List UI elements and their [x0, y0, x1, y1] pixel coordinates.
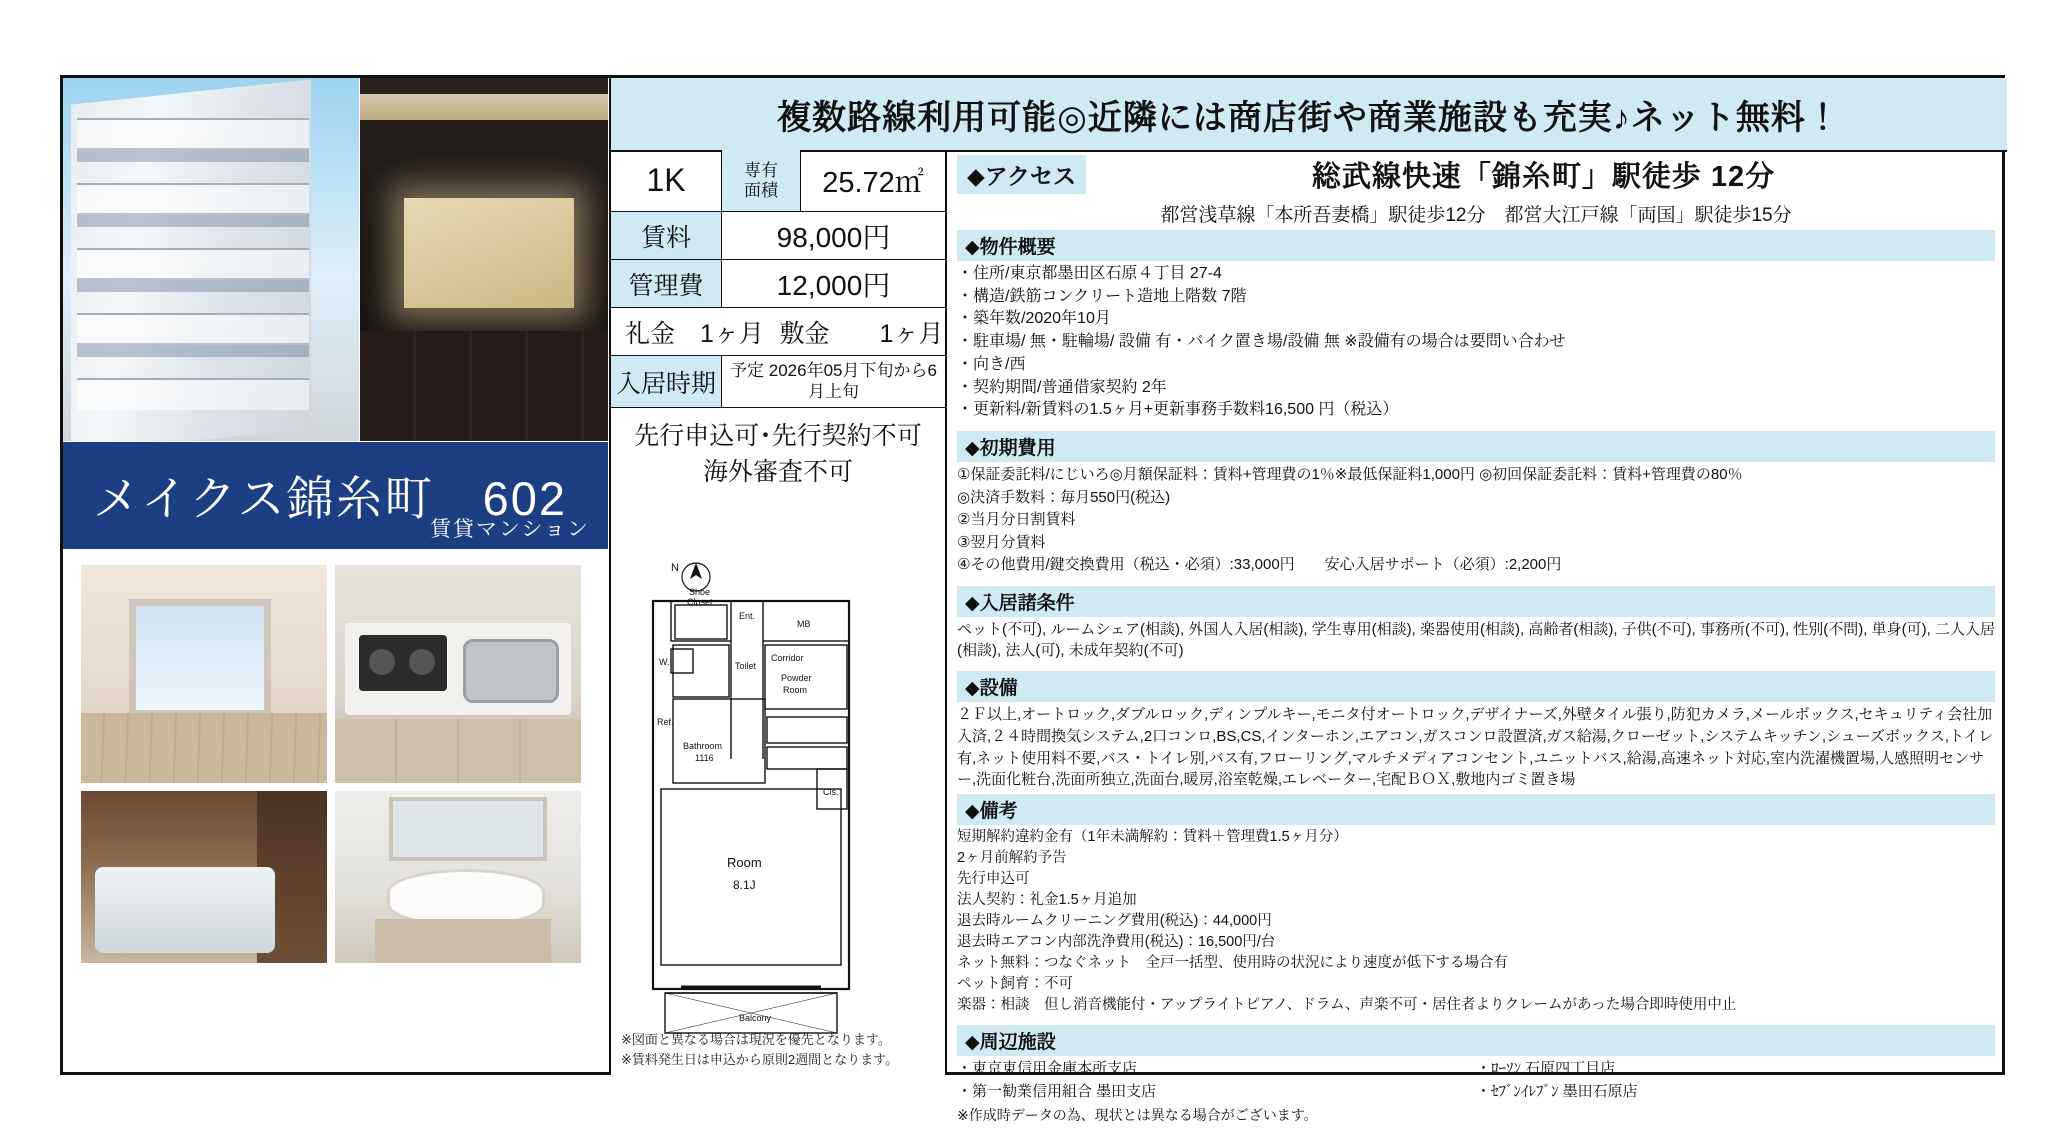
advance-line-2: 海外審査不可	[702, 458, 853, 486]
plan-entrance-label: Ent.	[739, 611, 756, 621]
spec-table	[609, 150, 947, 549]
remarks-line: 2ヶ月前解約予告	[957, 850, 1067, 867]
catch-copy: 複数路線利用可能◎近隣には商店街や商業施設も充実♪ネット無料！	[609, 78, 2007, 152]
list-item: ・ 更新料/新賃料の1.5ヶ月+更新事務手数料16,500 円（税込）	[957, 399, 1995, 422]
overview-list	[957, 263, 1995, 422]
plan-shoe-label-2: Closet	[687, 597, 713, 607]
mgmt-value: 12,000円	[776, 269, 891, 301]
plan-note-1: ※図面と異なる場合は現況を優先となります。	[621, 1032, 891, 1047]
spec-row-layout-area	[611, 150, 945, 212]
spec-row-key-deposit	[611, 308, 945, 356]
key-money-value: 礼金 1ヶ月	[625, 319, 764, 348]
conditions-text: ペット(不可), ルームシェア(相談), 外国人入居(相談), 学生専用(相談), 楽器使用(相談), 高齢者(相談), 子供(不可), 事務所(不可), 性別(不問), 単身(可), 二人入居(相談), 法人(可), 未成年契約(不可)	[957, 620, 1995, 660]
initial-cost-body	[957, 464, 1995, 577]
area-label	[721, 150, 801, 211]
spec-row-mgmt	[611, 260, 945, 308]
list-item: ・ ｾﾌﾞﾝｲﾚﾌﾞﾝ 墨田石原店	[1476, 1081, 1995, 1104]
initial-cost-header: ◆初期費用	[957, 431, 1995, 462]
plan-note-2: ※賃料発生日は申込から原則2週間となります。	[621, 1051, 899, 1067]
plan-balcony-label: Balcony	[739, 1013, 772, 1023]
list-item: ・ 契約期間/普通借家契約 2年	[957, 377, 1995, 400]
photo-bathroom	[81, 791, 327, 963]
photo-vanity	[335, 791, 581, 963]
photo-kitchen	[335, 565, 581, 783]
photo-entrance-interior	[360, 78, 608, 441]
plan-corridor-label: Corridor	[771, 653, 804, 663]
plan-ref-label: Ref.	[657, 717, 674, 727]
plan-notes	[621, 1030, 898, 1069]
list-item: ・ 東京東信用金庫本所支店	[957, 1058, 1476, 1081]
remarks-body	[957, 827, 1995, 1016]
photo-exterior	[63, 78, 359, 441]
movein-value: 予定 2026年05月下旬から6月上旬	[730, 361, 937, 401]
spec-row-advance	[611, 408, 945, 496]
photo-living-room	[81, 565, 327, 783]
remarks-header: ◆備考	[957, 794, 1995, 825]
svg-text:N: N	[671, 562, 679, 574]
conditions-header: ◆入居諸条件	[957, 586, 1995, 617]
access-sub: 都営浅草線「本所吾妻橋」駅徒歩12分 都営大江戸線「両国」駅徒歩15分	[1160, 205, 1792, 226]
plan-shoe-label-1: Shoe	[689, 587, 711, 597]
plan-mb-label: MB	[797, 619, 811, 629]
list-item: ・ 構造/鉄筋コンクリート造地上階数 7階	[957, 286, 1995, 309]
nearby-header: ◆周辺施設	[957, 1025, 1995, 1056]
rent-label: 賃料	[611, 212, 722, 259]
plan-room-size: 8.1J	[733, 878, 756, 892]
deposit-value: 敷金 1ヶ月	[779, 319, 944, 348]
plan-toilet-label: Toilet	[735, 661, 757, 671]
remarks-line: 法人契約：礼金1.5ヶ月追加	[957, 892, 1137, 909]
remarks-line: 先行申込可	[957, 871, 1030, 888]
nearby-note: ※作成時データの為、現状とは異なる場合がございます。	[957, 1107, 1318, 1124]
property-kind: 賃貸マンション	[429, 518, 590, 541]
flyer-sheet	[60, 75, 2005, 1124]
area-value: 25.72㎡	[822, 167, 924, 199]
initial-cost-line: ④その他費用/鍵交換費用（税込・必須）:33,000円 安心入居サポート（必須）:2,200円	[957, 556, 1562, 574]
nearby-right-column	[1476, 1058, 1995, 1103]
layout-value: 1K	[646, 162, 686, 198]
movein-label: 入居時期	[611, 356, 722, 407]
mgmt-label: 管理費	[611, 260, 722, 307]
nearby-facilities	[957, 1058, 1995, 1103]
area-label-line2: 面積	[744, 180, 778, 200]
access-header: ◆アクセス	[957, 155, 1086, 194]
rent-value: 98,000円	[776, 221, 891, 253]
remarks-line: ネット無料：つなぐネット 全戸一括型、使用時の状況により速度が低下する場合有	[957, 955, 1508, 972]
list-item: ・ 駐車場/ 無・駐輪場/ 設備 有・バイク置き場/設備 無 ※設備有の場合は要問い合わせ	[957, 331, 1995, 354]
list-item: ・ 第一勧業信用組合 墨田支店	[957, 1081, 1476, 1104]
access-main: 総武線快速「錦糸町」駅徒歩 12分	[1311, 161, 1776, 193]
plan-powder-label-2: Room	[783, 685, 808, 695]
plan-wash-label: W.	[659, 657, 670, 667]
spec-row-rent	[611, 212, 945, 260]
plan-room-label: Room	[727, 855, 762, 870]
remarks-line: 退去時エアコン内部洗浄費用(税込)：16,500円/台	[957, 934, 1276, 951]
equipment-text: ２Ｆ以上,オートロック,ダブルロック,ディンプルキー,モニタ付オートロック,デザイナーズ,外壁タイル張り,防犯カメラ,メールボックス,セキュリティ会社加入済,２４時間換気システム,2口コンロ,BS,CS,インターホン,エアコン,ガスコンロ設置済,ガス給湯,クローゼット,システムキッチン,シューズボックス,トイレ有,ネット使用料不要,バス・トイレ別,バス有,フローリング,マルチメディアコンセント,ユニットバス,給湯,高速ネット対応,室内洗濯機置場,人感照明センサー,洗面化粧台,洗面所独立,洗面台,暖房,浴室乾燥,エレベーター,宅配ＢＯＸ,敷地内ゴミ置き場	[957, 706, 1994, 789]
access-block	[957, 154, 1995, 195]
remarks-line: ペット飼育：不可	[957, 976, 1073, 993]
initial-cost-line: ②当月分日割賃料	[957, 511, 1076, 529]
detail-column	[947, 150, 2005, 1124]
advance-line-1: 先行申込可･先行契約不可	[634, 422, 922, 450]
equipment-header: ◆設備	[957, 671, 1995, 702]
list-item: ・ 住所/東京都墨田区石原４丁目 27-4	[957, 263, 1995, 286]
plan-powder-label-1: Powder	[781, 673, 812, 683]
remarks-line: 退去時ルームクリーニング費用(税込)：44,000円	[957, 913, 1272, 930]
plan-bathroom-label: Bathroom	[683, 741, 723, 751]
spec-row-movein	[611, 356, 945, 408]
plan-bathroom-size: 1116	[695, 753, 714, 763]
list-item: ・ 築年数/2020年10月	[957, 308, 1995, 331]
floor-plan	[609, 549, 947, 1075]
overview-header: ◆物件概要	[957, 230, 1995, 261]
initial-cost-line: ①保証委託料/にじいろ◎月額保証料：賃料+管理費の1％※最低保証料1,000円 ◎初回保証委託料：賃料+管理費の80％	[957, 466, 1743, 484]
property-name: メイクス錦糸町 602	[93, 472, 568, 525]
nearby-left-column	[957, 1058, 1476, 1103]
list-item: ・ ﾛｰｿﾝ 石原四丁目店	[1476, 1058, 1995, 1081]
initial-cost-line: ③翌月分賃料	[957, 533, 1046, 551]
plan-closet-label: Cls.	[823, 787, 839, 797]
property-title-band	[63, 442, 608, 549]
remarks-line: 楽器：相談 但し消音機能付・アップライトピアノ、ドラム、声楽不可・居住者よりクレームがあった場合即時使用中止	[957, 997, 1737, 1014]
area-label-line1: 専有	[744, 160, 778, 180]
remarks-line: 短期解約違約金有（1年未満解約：賃料＋管理費1.5ヶ月分）	[957, 829, 1348, 846]
floor-plan-drawing	[611, 549, 949, 1049]
initial-cost-line: ◎決済手数料：毎月550円(税込)	[957, 488, 1171, 506]
list-item: ・ 向き/西	[957, 354, 1995, 377]
